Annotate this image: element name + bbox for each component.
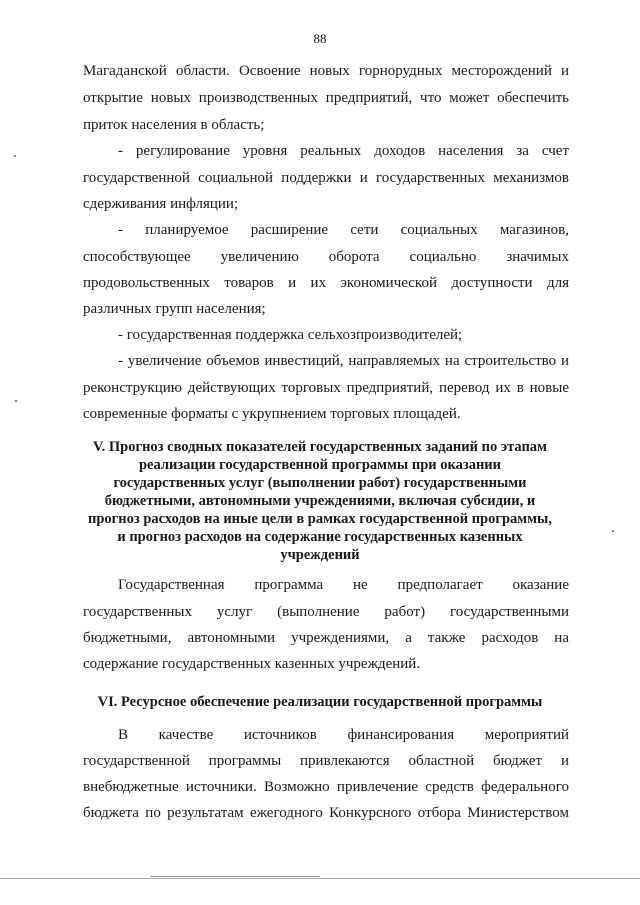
text-line: бюджета по результатам ежегодного Конкурсного отбора Министерством — [83, 805, 569, 821]
text-line: открытие новых производственных предприятий, что может обеспечить — [83, 90, 569, 106]
text-line: - государственная поддержка сельхозпроизводителей; — [118, 327, 463, 343]
text-line: содержание государственных казенных учреждений. — [83, 656, 421, 672]
text-line: государственных услуг (выполнение работ) государственными — [83, 604, 569, 620]
section-heading-line: V. Прогноз сводных показателей государственных заданий по этапам — [93, 439, 547, 455]
section-heading-line: прогноз расходов на иные цели в рамках государственной программы, — [88, 511, 552, 527]
text-line: внебюджетные источники. Возможно привлечение средств федерального — [83, 779, 569, 795]
text-line: В качестве источников финансирования мероприятий — [118, 727, 569, 743]
text-line: - увеличение объемов инвестиций, направляемых на строительство и — [118, 353, 569, 369]
scan-speck — [14, 155, 16, 157]
text-line: - регулирование уровня реальных доходов населения за счет — [118, 143, 569, 159]
text-line: государственной программы привлекаются областной бюджет и — [83, 753, 569, 769]
text-line: реконструкцию действующих торговых предприятий, перевод их в новые — [83, 380, 569, 396]
section-heading-line: реализации государственной программы при оказании — [138, 457, 502, 473]
text-line: приток населения в область; — [83, 117, 265, 133]
text-line: - планируемое расширение сети социальных магазинов, — [118, 222, 569, 238]
section-heading-line: VI. Ресурсное обеспечение реализации государственной программы — [97, 694, 543, 710]
section-heading-line: и прогноз расходов на содержание государственных казенных — [117, 529, 523, 545]
section-heading-line: учреждений — [280, 547, 360, 563]
text-line: бюджетными, автономными учреждениями, а также расходов на — [83, 630, 569, 646]
page-number: 88 — [313, 31, 327, 46]
text-line: государственной социальной поддержки и государственных механизмов — [83, 170, 569, 186]
scan-bottom-edge — [150, 876, 320, 877]
section-heading-line: государственных услуг (выполнении работ) государственными — [113, 475, 527, 491]
text-line: сдерживания инфляции; — [83, 196, 239, 212]
text-line: продовольственных товаров и их экономической доступности для — [83, 275, 569, 291]
text-line: Государственная программа не предполагает оказание — [118, 577, 569, 593]
scan-speck — [612, 530, 614, 532]
scan-bottom-edge — [0, 878, 640, 879]
text-line: способствующее увеличению оборота социально значимых — [83, 249, 569, 265]
text-line: различных групп населения; — [83, 301, 266, 317]
scan-speck — [15, 400, 17, 402]
text-line: современные форматы с укрупнением торговых площадей. — [83, 406, 461, 422]
text-line: Магаданской области. Освоение новых горнорудных месторождений и — [83, 63, 569, 79]
section-heading-line: бюджетными, автономными учреждениями, включая субсидии, и — [104, 493, 536, 509]
